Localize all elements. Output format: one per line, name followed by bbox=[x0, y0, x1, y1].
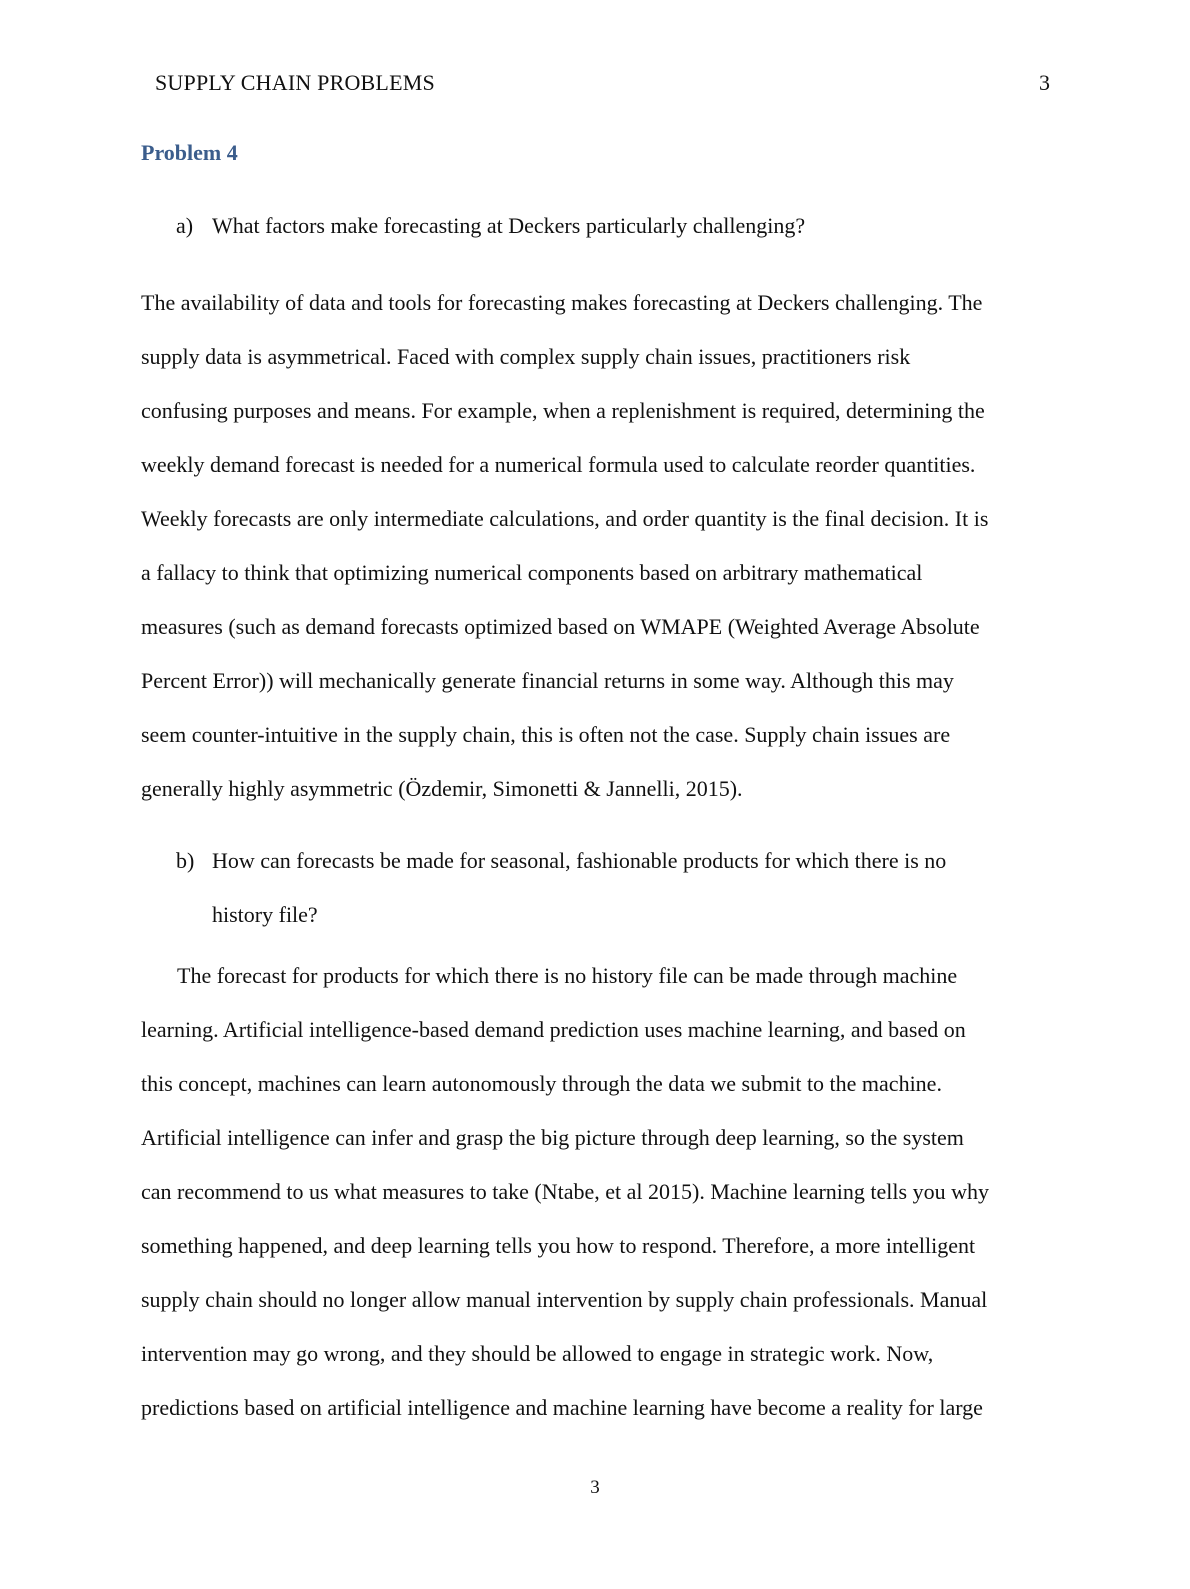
answer-b-paragraph bbox=[141, 949, 1061, 1435]
paragraph-line: intervention may go wrong, and they should be allowed to engage in strategic work. Now, bbox=[141, 1341, 934, 1366]
paragraph-line: supply data is asymmetrical. Faced with complex supply chain issues, practitioners risk bbox=[141, 344, 911, 369]
answer-a-paragraph bbox=[141, 276, 1061, 816]
question-b-text-line2: history file? bbox=[212, 902, 318, 927]
question-a bbox=[176, 213, 805, 239]
paragraph-line: seem counter-intuitive in the supply chain, this is often not the case. Supply chain issues are bbox=[141, 722, 951, 747]
question-b-label: b) bbox=[176, 848, 195, 873]
paragraph-line: Percent Error)) will mechanically generate financial returns in some way. Although this may bbox=[141, 668, 954, 693]
running-head: SUPPLY CHAIN PROBLEMS bbox=[155, 70, 435, 95]
header-page-number: 3 bbox=[1039, 70, 1050, 95]
paragraph-line: The forecast for products for which there is no history file can be made through machine bbox=[177, 963, 958, 988]
paragraph-line: Artificial intelligence can infer and grasp the big picture through deep learning, so the system bbox=[141, 1125, 964, 1150]
question-a-text: What factors make forecasting at Deckers particularly challenging? bbox=[212, 213, 806, 238]
paragraph-line: can recommend to us what measures to take (Ntabe, et al 2015). Machine learning tells you why bbox=[141, 1179, 989, 1204]
question-b bbox=[176, 834, 946, 942]
paragraph-line: supply chain should no longer allow manual intervention by supply chain professionals. Manual bbox=[141, 1287, 988, 1312]
paragraph-line: a fallacy to think that optimizing numerical components based on arbitrary mathematical bbox=[141, 560, 923, 585]
paragraph-line: measures (such as demand forecasts optimized based on WMAPE (Weighted Average Absolute bbox=[141, 614, 980, 639]
paragraph-line: Weekly forecasts are only intermediate calculations, and order quantity is the final decision. It is bbox=[141, 506, 989, 531]
paragraph-line: The availability of data and tools for forecasting makes forecasting at Deckers challenging. The bbox=[141, 290, 983, 315]
paragraph-line: predictions based on artificial intelligence and machine learning have become a reality for large bbox=[141, 1395, 983, 1420]
paragraph-line: something happened, and deep learning tells you how to respond. Therefore, a more intelligent bbox=[141, 1233, 976, 1258]
paragraph-line: generally highly asymmetric (Özdemir, Simonetti & Jannelli, 2015). bbox=[141, 776, 743, 801]
paragraph-line: this concept, machines can learn autonomously through the data we submit to the machine. bbox=[141, 1071, 942, 1096]
paragraph-line: confusing purposes and means. For example, when a replenishment is required, determining the bbox=[141, 398, 985, 423]
paragraph-line: learning. Artificial intelligence-based demand prediction uses machine learning, and based on bbox=[141, 1017, 966, 1042]
section-heading: Problem 4 bbox=[141, 140, 238, 165]
question-a-label: a) bbox=[176, 213, 194, 238]
footer-page-number: 3 bbox=[590, 1477, 600, 1498]
question-b-text-line1: How can forecasts be made for seasonal, fashionable products for which there is no bbox=[212, 848, 947, 873]
paragraph-line: weekly demand forecast is needed for a numerical formula used to calculate reorder quantities. bbox=[141, 452, 976, 477]
